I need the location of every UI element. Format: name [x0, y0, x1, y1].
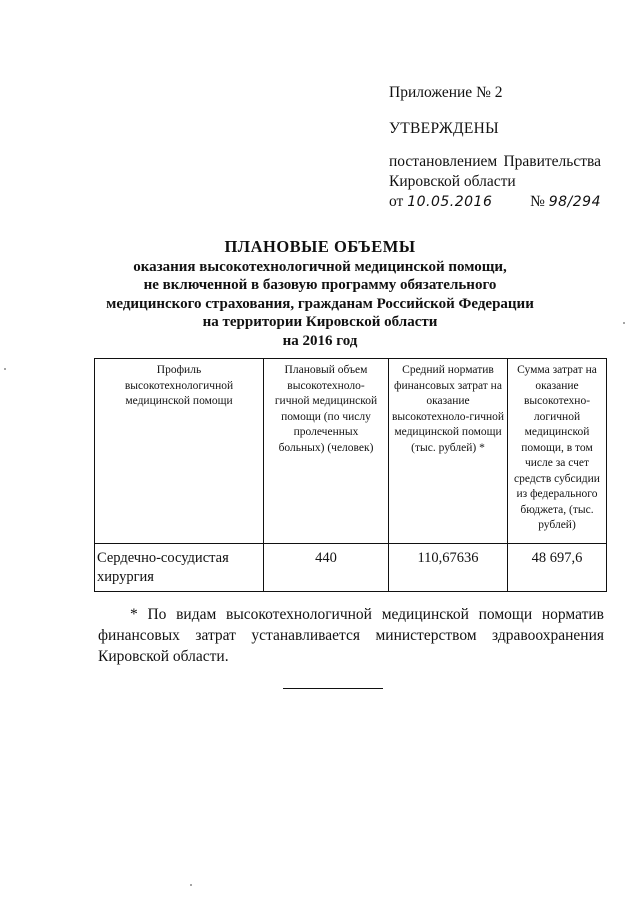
- decree-date: 10.05.2016: [407, 194, 493, 210]
- decree-block: [389, 152, 601, 212]
- column-header-profile: Профиль высокотехнологичной медицинской помощи: [95, 359, 264, 544]
- table-header-row: [95, 359, 607, 544]
- footnote: * По видам высокотехнологичной медицинской помощи норматив финансовых затрат устанавливается министерством здравоохранения Кировской области.: [98, 606, 604, 665]
- cell-norm: 110,67636: [389, 544, 508, 592]
- cell-volume: 440: [264, 544, 389, 592]
- title-line-4: на территории Кировской области: [202, 314, 438, 330]
- title-line-2: не включенной в базовую программу обязательного: [143, 277, 497, 293]
- document-title: [90, 238, 550, 350]
- column-header-norm: Средний норматив финансовых затрат на оказание высокотехноло-гичной медицинской помощи (тыс. рублей) *: [389, 359, 508, 544]
- end-rule: [283, 688, 383, 689]
- decree-number: 98/294: [548, 194, 601, 210]
- title-line-5: на 2016 год: [282, 332, 358, 349]
- title-line-1: оказания высокотехнологичной медицинской помощи,: [133, 258, 507, 275]
- title-heading: ПЛАНОВЫЕ ОБЪЕМЫ: [224, 237, 416, 256]
- scan-speck: [4, 368, 6, 370]
- volumes-table: [94, 358, 607, 592]
- cell-profile: Сердечно-сосудистая хирургия: [95, 544, 264, 592]
- scan-speck: [623, 322, 625, 324]
- cell-total: 48 697,6: [508, 544, 607, 592]
- decree-date-prefix: от: [389, 193, 404, 210]
- decree-by: постановлением: [389, 153, 498, 170]
- approved-label: УТВЕРЖДЕНЫ: [389, 120, 499, 137]
- table-row: [95, 544, 607, 592]
- column-header-volume: Плановый объем высокотехноло-гичной медицинской помощи (по числу пролеченных больных) (человек): [264, 359, 389, 544]
- column-header-total: Сумма затрат на оказание высокотехно-логичной медицинской помощи, в том числе за счет средств субсидии из федерального бюджета, (тыс. рублей): [508, 359, 607, 544]
- appendix-label: Приложение № 2: [389, 84, 503, 101]
- decree-government: Правительства: [503, 153, 601, 170]
- decree-number-prefix: №: [530, 193, 545, 210]
- decree-region: Кировской области: [389, 173, 516, 190]
- title-line-3: медицинского страхования, гражданам Российской Федерации: [106, 295, 534, 312]
- scan-speck: [190, 884, 192, 886]
